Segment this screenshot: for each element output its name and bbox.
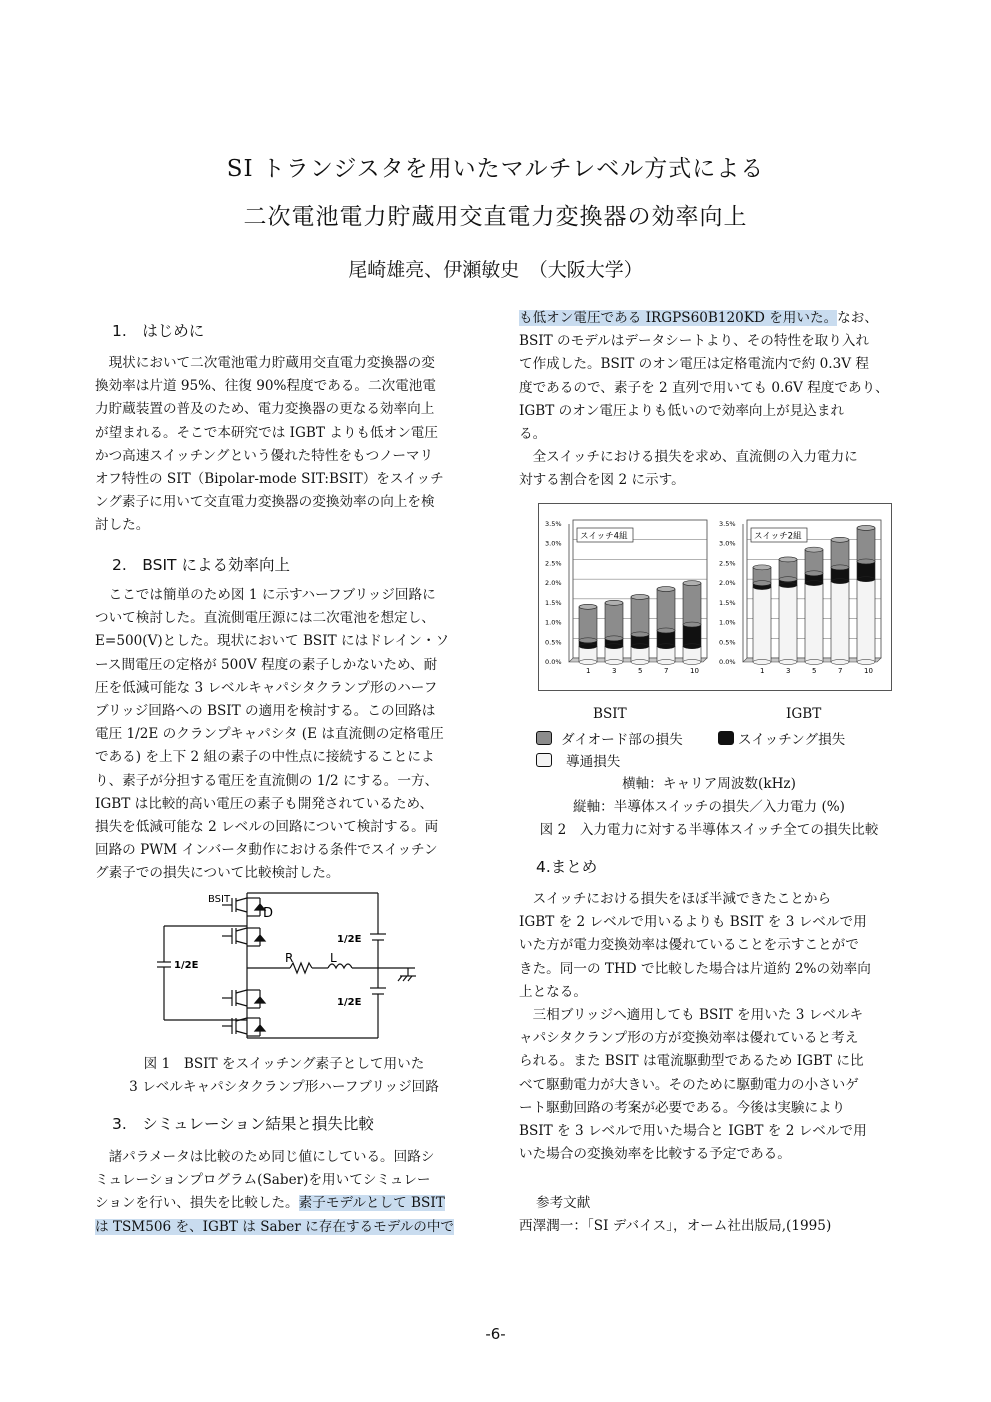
chart-title: スイッチ2組 — [754, 531, 802, 542]
highlighted-text[interactable]: も低オン電圧である IRGPS60B120KD を用いた。 — [519, 310, 838, 326]
y-tick-label: 0.0% — [545, 658, 562, 666]
bar-segment-base — [779, 660, 797, 665]
text-line — [95, 1216, 473, 1239]
bar-top-cap — [779, 557, 797, 562]
bar-segment-base — [805, 581, 823, 586]
text-line: IGBT は比較的高い電圧の素子も開発されているため、 — [95, 795, 434, 812]
x-tick-label: 5 — [812, 667, 817, 675]
bar-segment-diode — [631, 597, 649, 634]
text-line: オフ特性の SIT（Bipolar-mode SIT:BSIT）をスイッチ — [95, 470, 444, 487]
text-line: 三相ブリッジへ適用しても BSIT を用いた 3 レベルキ — [519, 1006, 864, 1023]
bar-segment-base — [779, 577, 797, 582]
legend-swatch-conduction — [536, 753, 552, 767]
bar-top-cap — [579, 604, 597, 609]
text-line: グ素子での損失について比較検討した。 — [95, 865, 340, 882]
bar-top-cap — [605, 600, 623, 605]
bar-segment-base — [605, 636, 623, 641]
y-tick-label: 2.5% — [545, 559, 562, 568]
section-2-body — [95, 584, 473, 885]
bar-top-cap — [753, 565, 771, 570]
bar-segment-diode — [579, 607, 597, 641]
text-line: ート駆動回路の考案が必要である。今後は実験により — [519, 1099, 846, 1116]
legend-label-diode: ダイオード部の損失 — [561, 732, 683, 748]
bar-segment-base — [857, 660, 875, 665]
text-line: ブリッジ回路への BSIT の適用を検討する。この回路は — [95, 702, 436, 719]
bar-segment-base — [805, 571, 823, 576]
text-line: て作成した。BSIT のオン電圧は定格電流内で約 0.3V 程 — [519, 356, 870, 373]
bar-segment-base — [857, 559, 875, 564]
text-line: 損失を低減可能な 2 レベルの回路について検討する。両 — [95, 818, 439, 835]
x-tick-label: 3 — [612, 667, 617, 675]
text-line — [95, 1192, 473, 1215]
section-1-body — [95, 352, 473, 538]
text-line: きた。同一の THD で比較した場合は片道約 2%の効率向 — [519, 960, 871, 977]
lower-dc-capacitor-label: 1/2E — [337, 997, 362, 1008]
text-line: E=500(V)とした。現状において BSIT にはドレイン・ソ — [95, 633, 450, 650]
y-tick-label: 1.0% — [545, 618, 562, 627]
bar-segment-conduction — [753, 587, 771, 662]
legend-swatch-switching — [718, 731, 734, 745]
bar-segment-diode — [805, 550, 823, 574]
text-line: 度であるので、素子を 2 直列で用いても 0.6V 程度であり、 — [519, 379, 889, 396]
bar-segment-base — [657, 660, 675, 665]
bar-top-cap — [657, 587, 675, 592]
text-line: が望まれる。そこで本研究では IGBT よりも低オン電圧 — [95, 424, 438, 441]
y-tick-label: 3.5% — [545, 520, 562, 528]
text-line: IGBT を 2 レベルで用いるよりも BSIT を 3 レベルで用 — [519, 914, 867, 931]
y-tick-label: 3.0% — [545, 539, 562, 548]
x-tick-label: 10 — [690, 667, 699, 675]
x-tick-label: 1 — [760, 667, 765, 675]
x-tick-label: 1 — [586, 667, 591, 675]
bsit-chart-label: BSIT — [593, 706, 627, 722]
bar-segment-base — [657, 644, 675, 649]
bar-top-cap — [631, 594, 649, 599]
section-3-heading: 3. シミュレーション結果と損失比較 — [112, 1115, 374, 1133]
bar-top-cap — [857, 525, 875, 530]
bar-segment-base — [579, 660, 597, 665]
figure-2-xaxis-note: 横軸：キャリア周波数(kHz) — [622, 776, 796, 792]
bar-segment-conduction — [831, 581, 849, 662]
x-tick-label: 10 — [864, 667, 873, 675]
text-line: 討した。 — [95, 517, 150, 534]
text-line: ミュレーションプログラム(Saber)を用いてシミュレー — [95, 1172, 431, 1189]
y-tick-label: 0.0% — [719, 658, 736, 666]
legend-swatch-diode — [536, 731, 552, 745]
text-segment: ションを行い、損失を比較した。 — [95, 1195, 299, 1212]
bar-segment-diode — [657, 589, 675, 630]
y-tick-label: 1.5% — [719, 598, 736, 607]
section-4-body — [519, 888, 899, 1166]
section-2-heading: 2. BSIT による効率向上 — [112, 556, 290, 574]
bar-top-cap — [831, 537, 849, 542]
legend-item-switching — [718, 728, 845, 748]
text-line: ついて検討した。直流側電圧源には二次電池を想定し、 — [95, 610, 435, 627]
legend-item-diode — [536, 728, 683, 748]
bar-segment-base — [857, 577, 875, 582]
text-line: BSIT のモデルはデータシートより、その特性を取り入れ — [519, 333, 870, 350]
bar-segment-conduction — [857, 579, 875, 662]
text-line: ース間電圧の定格が 500V 程度の素子しかないため、耐 — [95, 656, 438, 673]
inductor-label: L — [330, 951, 337, 965]
reference-item-1: 西澤潤一：「SI デバイス」，オーム社出版局,(1995) — [519, 1218, 832, 1234]
section-4-heading: 4.まとめ — [536, 858, 598, 876]
text-line: 現状において二次電池電力貯蔵用交直電力変換器の変 — [95, 355, 435, 371]
y-tick-label: 1.0% — [719, 618, 736, 627]
highlighted-text[interactable]: は TSM506 を、IGBT は Saber に存在するモデルの中で — [95, 1218, 455, 1235]
bar-segment-diode — [683, 583, 701, 624]
figure-2-caption: 図 2 入力電力に対する半導体スイッチ全ての損失比較 — [539, 822, 879, 838]
clamp-capacitor-label: 1/2E — [174, 960, 199, 971]
y-tick-label: 1.5% — [545, 598, 562, 607]
text-line: BSIT を 3 レベルで用いた場合と IGBT を 2 レベルで用 — [519, 1122, 867, 1139]
section-1-heading: 1. はじめに — [112, 322, 205, 340]
bar-segment-base — [657, 628, 675, 633]
bar-segment-base — [805, 660, 823, 665]
y-tick-label: 2.5% — [719, 559, 736, 568]
bar-segment-switching — [683, 625, 701, 647]
text-segment: なお、 — [837, 310, 878, 326]
upper-dc-capacitor-label: 1/2E — [337, 934, 362, 945]
text-line: いた方が電力変換効率は優れていることを示すことがで — [519, 937, 859, 954]
bar-segment-diode — [831, 540, 849, 568]
text-line: 対する割合を図 2 に示す。 — [519, 472, 685, 489]
bar-segment-base — [683, 622, 701, 627]
text-line: られる。また BSIT は電流駆動型であるため IGBT に比 — [519, 1053, 864, 1070]
text-line: 圧を低減可能な 3 レベルキャパシタクランプ形のハーフ — [95, 679, 438, 696]
bar-segment-base — [831, 565, 849, 570]
bar-segment-base — [605, 644, 623, 649]
y-tick-label: 3.5% — [719, 520, 736, 528]
authors: 尾崎雄亮、伊瀬敏史 （大阪大学） — [348, 259, 643, 281]
legend-item-conduction — [536, 750, 620, 770]
x-tick-label: 7 — [664, 667, 669, 675]
bar-segment-base — [579, 638, 597, 643]
bar-segment-diode — [605, 603, 623, 638]
figure-2-chart-frame — [538, 503, 892, 691]
text-line: 上となる。 — [519, 983, 587, 1000]
bar-segment-base — [753, 581, 771, 586]
text-line: いた場合の変換効率を比較する予定である。 — [519, 1146, 791, 1163]
text-line: る。 — [519, 425, 547, 442]
bar-segment-base — [631, 660, 649, 665]
bar-segment-base — [753, 660, 771, 665]
legend-label-conduction: 導通損失 — [566, 754, 621, 770]
bar-segment-diode — [857, 528, 875, 562]
bar-top-cap — [805, 547, 823, 552]
bar-segment-diode — [779, 559, 797, 579]
bar-segment-base — [683, 644, 701, 649]
circuit-diagram — [150, 888, 430, 1048]
bar-top-cap — [683, 581, 701, 586]
bar-segment-base — [831, 579, 849, 584]
right-column-body — [519, 307, 899, 493]
text-line: 全スイッチにおける損失を求め、直流側の入力電力に — [519, 449, 858, 466]
highlighted-text[interactable]: 素子モデルとして BSIT — [298, 1195, 445, 1212]
text-line: 換効率は片道 95%、往復 90%程度である。二次電池電 — [95, 378, 436, 395]
references-heading: 参考文献 — [536, 1195, 591, 1211]
bsit-label: BSIT — [208, 894, 231, 905]
diode-label: D — [263, 906, 274, 921]
y-tick-label: 3.0% — [719, 539, 736, 548]
bar-segment-base — [683, 660, 701, 665]
x-tick-label: 3 — [786, 667, 791, 675]
figure-1-caption-line2: 3 レベルキャパシタクランプ形ハーフブリッジ回路 — [129, 1079, 439, 1095]
section-3-body — [95, 1146, 473, 1239]
page-number: -6- — [485, 1325, 506, 1343]
resistor-label: R — [285, 951, 294, 965]
text-line: ここでは簡単のため図 1 に示すハーフブリッジ回路に — [95, 587, 436, 603]
paper-title-line1: SI トランジスタを用いたマルチレベル方式による — [226, 156, 765, 182]
paper-title-line2: 二次電池電力貯蔵用交直電力変換器の効率向上 — [243, 204, 748, 230]
figure-1-caption-line1: 図 1 BSIT をスイッチング素子として用いた — [143, 1056, 425, 1072]
y-tick-label: 2.0% — [545, 579, 562, 588]
text-line: り、素子が分担する電圧を直流側の 1/2 にする。一方、 — [95, 772, 439, 789]
x-tick-label: 5 — [638, 667, 643, 675]
bar-segment-conduction — [779, 585, 797, 662]
bar-segment-base — [631, 632, 649, 637]
bar-segment-base — [831, 660, 849, 665]
text-line — [519, 307, 899, 330]
text-line: IGBT のオン電圧よりも低いので効率向上が見込まれ — [519, 402, 845, 419]
bar-segment-base — [779, 583, 797, 588]
legend-label-switching: スイッチング損失 — [738, 732, 846, 748]
text-line: ング素子に用いて交直電力変換器の変換効率の向上を検 — [95, 494, 435, 511]
text-line: 力貯蔵装置の普及のため、電力変換器の更なる効率向上 — [95, 401, 435, 418]
bar-segment-base — [579, 644, 597, 649]
y-tick-label: 2.0% — [719, 579, 736, 588]
text-line: である) を上下 2 組の素子の中性点に接続することによ — [95, 749, 435, 766]
text-line: スイッチにおける損失をほぼ半減できたことから — [519, 891, 832, 907]
bar-segment-base — [605, 660, 623, 665]
y-tick-label: 0.5% — [545, 638, 562, 647]
text-line: 電圧 1/2E のクランプキャパシタ (E は直流側の定格電圧 — [95, 726, 444, 743]
bar-segment-base — [631, 644, 649, 649]
text-line: かつ高速スイッチングという優れた特性をもつノーマリ — [95, 447, 434, 464]
y-tick-label: 0.5% — [719, 638, 736, 647]
text-line: 諸パラメータは比較のため同じ値にしている。回路シ — [95, 1149, 435, 1165]
text-line: べて駆動電力が大きい。そのために駆動電力の小さいゲ — [519, 1076, 859, 1093]
igbt-chart-label: IGBT — [786, 706, 822, 722]
chart-title: スイッチ4組 — [580, 531, 628, 542]
x-tick-label: 7 — [838, 667, 843, 675]
loss-bar-charts — [539, 504, 891, 690]
bar-segment-conduction — [805, 583, 823, 662]
figure-2-yaxis-note: 縦軸：半導体スイッチの損失／入力電力 (%) — [573, 799, 845, 815]
text-line: 回路の PWM インバータ動作における条件でスイッチン — [95, 842, 438, 859]
text-line: ャパシタクランプ形の方が変換効率は優れていると考え — [519, 1030, 859, 1047]
